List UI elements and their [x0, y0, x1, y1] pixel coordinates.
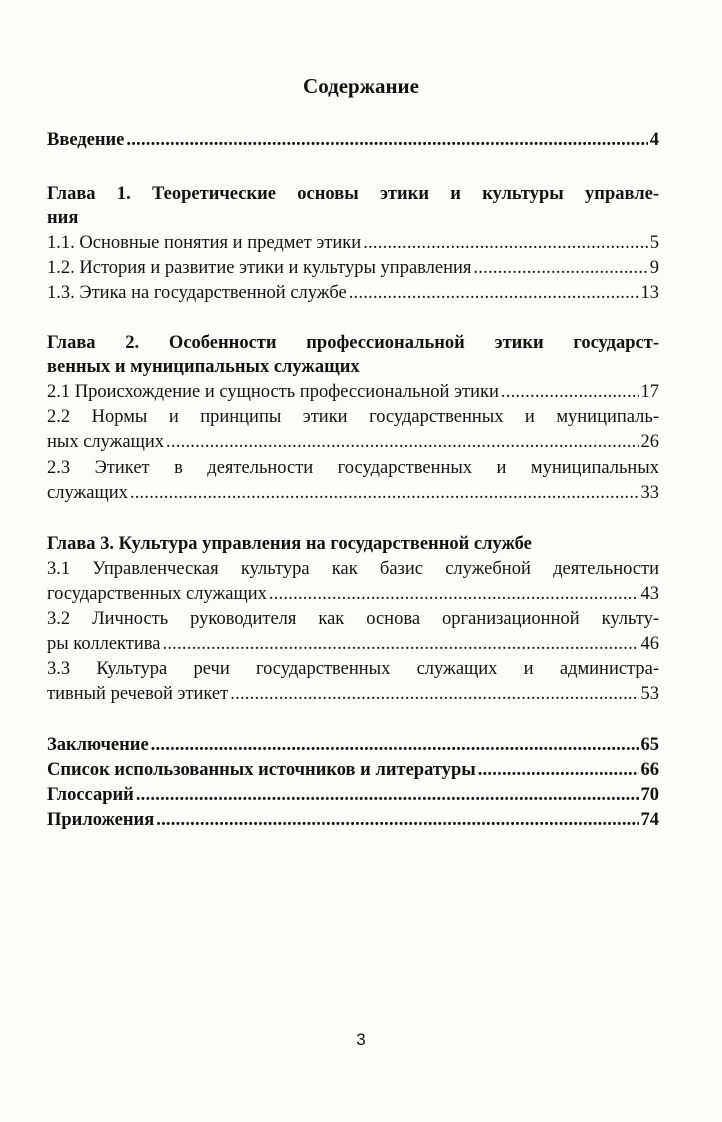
toc-entry-3-2	[47, 632, 659, 656]
dot-leader	[156, 808, 638, 832]
dot-leader	[151, 733, 639, 757]
toc-page-number: 13	[640, 283, 659, 303]
toc-entry-label: 1.2. История и развитие этики и культуры управления	[47, 258, 472, 278]
toc-entry-2-3-label: 2.3 Этикет в деятельности государственных и муниципальных	[47, 458, 659, 478]
toc-entry-2-1	[47, 380, 659, 404]
toc-entry-label: Глоссарий	[47, 785, 134, 805]
toc-page-number: 9	[649, 258, 659, 278]
toc-entry-label: государственных служащих	[47, 584, 267, 604]
toc-entry-1-2	[47, 256, 659, 280]
dot-leader	[162, 632, 638, 656]
toc-entry-conclusion	[47, 733, 659, 757]
toc-page-number: 26	[640, 432, 659, 452]
toc-entry-label: Введение	[47, 130, 125, 150]
toc-entry-1-3	[47, 281, 659, 305]
toc-entry-label: 2.1 Происхождение и сущность профессиональной этики	[47, 382, 499, 402]
page-title: Содержание	[303, 74, 419, 98]
dot-leader	[363, 231, 648, 255]
toc-entry-3-3	[47, 682, 659, 706]
toc-entry-label: ры коллектива	[47, 634, 161, 654]
toc-page-number: 53	[640, 684, 659, 704]
dot-leader	[501, 380, 639, 404]
toc-page-number: 5	[649, 233, 659, 253]
toc-entry-3-3-label: 3.3 Культура речи государственных служащих и администра-	[47, 659, 659, 679]
dot-leader	[269, 582, 639, 606]
dot-leader	[126, 128, 647, 152]
toc-entry-label: служащих	[47, 483, 128, 503]
dot-leader	[230, 682, 638, 706]
chapter-2-heading: Глава 2. Особенности профессиональной этики государст-	[47, 333, 659, 353]
toc-entry-intro	[47, 128, 659, 152]
toc-entry-label: Заключение	[47, 735, 149, 755]
toc-entry-3-1	[47, 582, 659, 606]
dot-leader	[136, 783, 639, 807]
toc-page-number: 70	[640, 785, 659, 805]
toc-page-number: 17	[640, 382, 659, 402]
toc-entry-1-1	[47, 231, 659, 255]
chapter-3-heading: Глава 3. Культура управления на государственной службе	[47, 534, 532, 554]
toc-entry-label: ных служащих	[47, 432, 165, 452]
dot-leader	[166, 430, 638, 454]
dot-leader	[478, 758, 639, 782]
toc-entry-3-1-label: 3.1 Управленческая культура как базис служебной деятельности	[47, 559, 659, 579]
toc-entry-glossary	[47, 783, 659, 807]
dot-leader	[473, 256, 647, 280]
toc-entry-2-2-label: 2.2 Нормы и принципы этики государственных и муниципаль-	[47, 407, 659, 427]
dot-leader	[349, 281, 639, 305]
toc-entry-sources	[47, 758, 659, 782]
toc-page-number: 33	[640, 483, 659, 503]
toc-entry-2-2	[47, 430, 659, 454]
page-number: 3	[356, 1030, 366, 1049]
toc-entry-label: тивный речевой этикет	[47, 684, 229, 704]
toc-entry-label: 1.3. Этика на государственной службе	[47, 283, 347, 303]
toc-entry-appendices	[47, 808, 659, 832]
chapter-1-heading: Глава 1. Теоретические основы этики и культуры управле-	[47, 184, 659, 204]
toc-page-number: 43	[640, 584, 659, 604]
toc-entry-label: Приложения	[47, 810, 155, 830]
toc-page-number: 66	[640, 760, 659, 780]
toc-entry-label: Список использованных источников и литературы	[47, 760, 476, 780]
toc-page-number: 65	[640, 735, 659, 755]
toc-page-number: 46	[640, 634, 659, 654]
dot-leader	[130, 481, 639, 505]
toc-entry-label: 1.1. Основные понятия и предмет этики	[47, 233, 362, 253]
toc-entry-2-3	[47, 481, 659, 505]
chapter-1-heading-cont: ния	[47, 208, 79, 228]
chapter-2-heading-cont: венных и муниципальных служащих	[47, 357, 360, 377]
toc-page-number: 4	[649, 130, 659, 150]
toc-page-number: 74	[640, 810, 659, 830]
toc-entry-3-2-label: 3.2 Личность руководителя как основа организационной культу-	[47, 609, 659, 629]
